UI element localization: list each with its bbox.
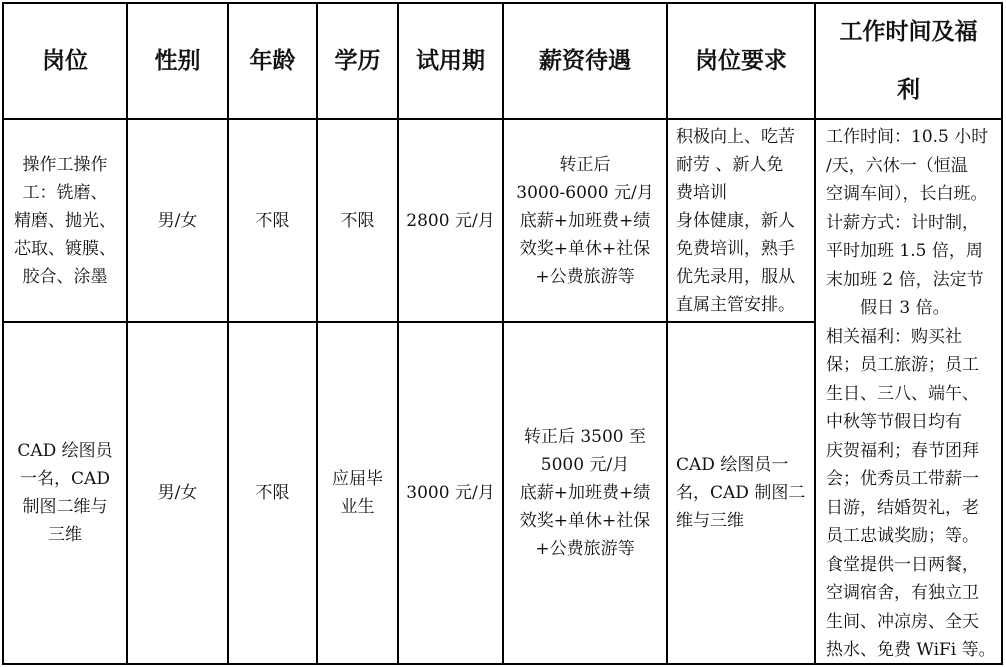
header-probation-text: 试用期 [416,48,485,74]
benefits-line: 热水、免费 WiFi 等。 [826,640,996,660]
benefits-line: 生间、冲凉房、全天 [826,611,979,632]
benefits-line: /天，六休一（恒温 [826,155,968,176]
row1-requirement-line: 耐劳 、新人免 [676,154,784,175]
row2-salary [504,323,666,663]
row2-salary-line: 底薪+加班费+绩 [519,483,651,503]
row2-requirements [668,323,814,663]
row1-requirements [668,120,814,321]
row2-position-line: 三维 [47,525,82,545]
row2-salary-line: 效奖+单休+社保 [519,511,651,531]
row1-position-line: 芯取、镀膜、 [14,238,116,259]
header-requirements-text: 岗位要求 [695,48,787,74]
row1-salary-line: 效奖+单休+社保 [519,238,651,259]
row1-probation-text: 2800 元/月 [406,210,495,231]
row1-position-line: 精磨、抛光、 [14,210,116,231]
row1-position-line: 工：铣磨、 [22,182,108,203]
benefits-line: 计薪方式：计时制， [826,212,979,233]
header-age [229,4,316,118]
header-position-text: 岗位 [42,48,88,74]
benefits-line: 员工忠诚奖励；等。 [826,526,979,546]
benefits-line: 相关福利：购买社 [826,326,962,347]
benefits-line: 日游，结婚贺礼，老 [826,497,979,518]
row2-requirement-line: CAD 绘图员一 [676,455,789,475]
benefits-line: 食堂提供一日两餐， [826,554,979,575]
row2-salary-line: +公费旅游等 [535,539,635,559]
row1-education-text: 不限 [340,210,375,231]
row2-position-line: 一名，CAD [20,469,110,489]
row2-salary-line: 5000 元/月 [540,455,630,475]
header-benefits-line: 工作时间及福 [839,19,978,45]
row1-salary-line: +公费旅游等 [535,266,635,287]
header-age-text: 年龄 [249,48,296,74]
row2-education-line: 应届毕 [332,469,383,489]
row2-position [4,323,126,663]
row1-gender [128,120,227,321]
header-education [318,4,397,118]
benefits-line: 空调车间），长白班。 [826,184,988,204]
row1-salary-line: 底薪+加班费+绩 [519,210,651,231]
row1-requirement-line: 免费培训，熟手 [676,238,795,259]
benefits-cell [816,120,1001,663]
row1-requirement-line: 身体健康，新人 [676,210,795,231]
row1-position-line: 胶合、涂墨 [22,266,108,287]
header-benefits [816,4,1001,118]
row2-age [229,323,316,663]
row1-requirement-line: 直属主管安排。 [676,294,795,315]
benefits-line: 末加班 2 倍，法定节 [826,269,984,290]
row1-salary-line: 转正后 [559,154,611,175]
row2-gender [128,323,227,663]
header-salary [504,4,666,118]
row2-probation-text: 3000 元/月 [406,483,495,503]
header-benefits-line: 利 [897,77,920,103]
row1-requirement-line: 优先录用，服从 [676,266,795,287]
row1-requirement-line: 费培训 [676,182,727,203]
row2-gender-text: 男/女 [157,483,198,503]
header-requirements [668,4,814,118]
header-education-text: 学历 [334,48,381,74]
row2-education [318,323,397,663]
benefits-line: 会；优秀员工带薪一 [826,469,979,489]
row1-salary [504,120,666,321]
row1-education [318,120,397,321]
row1-gender-text: 男/女 [157,210,198,231]
row1-position-line: 操作工操作 [22,154,108,175]
row1-salary-line: 3000-6000 元/月 [516,182,654,203]
header-salary-text: 薪资待遇 [539,48,631,74]
header-gender [128,4,227,118]
benefits-line: 保；员工旅游；员工 [826,355,979,375]
header-position [4,4,126,118]
benefits-line: 生日、三八、端午、 [826,383,979,404]
row1-age [229,120,316,321]
row1-probation [399,120,502,321]
row2-requirement-line: 名，CAD 制图二 [676,483,806,503]
header-gender-text: 性别 [154,48,201,74]
benefits-line: 中秋等节假日均有 [826,412,962,432]
row2-position-line: 制图二维与 [22,497,108,517]
row2-age-text: 不限 [255,483,290,503]
grid-line [1001,2,1003,665]
row2-position-line: CAD 绘图员 [17,441,113,461]
row2-probation [399,323,502,663]
benefits-line: 工作时间：10.5 小时 [826,127,989,147]
row1-age-text: 不限 [255,210,290,231]
row1-requirement-line: 积极向上、吃苦 [676,126,795,147]
header-probation [399,4,502,118]
benefits-line: 平时加班 1.5 倍，周 [826,241,983,261]
benefits-line: 庆贺福利；春节团拜 [826,440,979,461]
row1-position [4,120,126,321]
row2-salary-line: 转正后 3500 至 [523,427,647,447]
benefits-line: 假日 3 倍。 [860,298,950,318]
row2-requirement-line: 维与三维 [676,511,744,531]
row2-education-line: 业生 [340,497,375,517]
benefits-line: 空调宿舍，有独立卫 [826,583,979,603]
